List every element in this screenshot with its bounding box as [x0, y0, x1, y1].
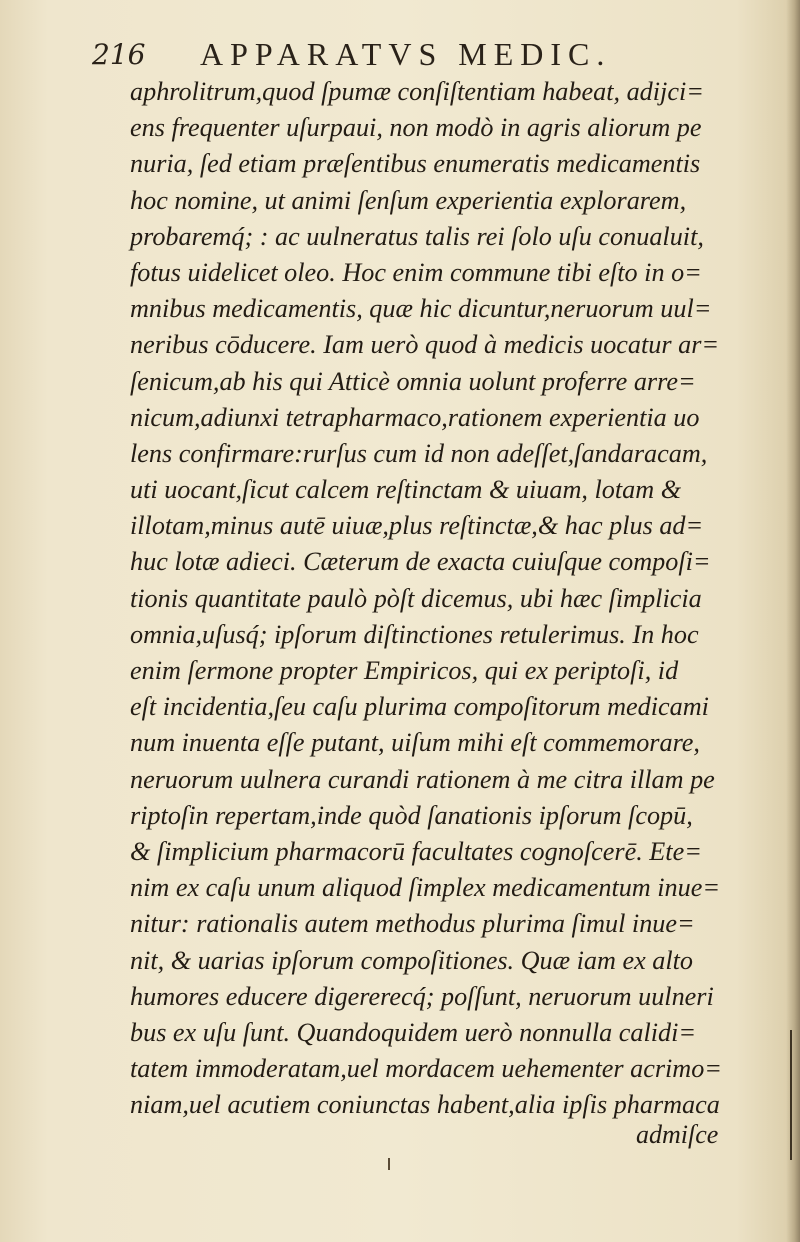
catchword: admiſce: [636, 1120, 719, 1149]
body-text: [130, 74, 720, 1123]
text-line: nim ex caſu unum aliquod ſimplex medicamentum inue=: [130, 873, 721, 903]
page-edge-shadow: [786, 0, 800, 1242]
text-line: probaremq́; : ac uulneratus talis rei ſolo uſu conualuit,: [130, 221, 704, 251]
text-line: bus ex uſu ſunt. Quandoquidem uerò nonnulla calidi=: [130, 1017, 697, 1047]
text-line: neruorum uulnera curandi rationem à me citra illam pe: [130, 764, 715, 794]
text-line: enim ſermone propter Empiricos, qui ex periptoſi, id: [130, 656, 679, 685]
page-header: [92, 30, 692, 80]
text-line: ens frequenter uſurpaui, non modò in agris aliorum pe: [130, 113, 702, 143]
text-line: nuria, ſed etiam præſentibus enumeratis medicamentis: [130, 149, 701, 179]
text-line: ſenicum,ab his qui Atticè omnia uolunt proferre arre=: [130, 366, 696, 396]
text-line: aphrolitrum,quod ſpumæ conſiſtentiam habeat, adijci=: [130, 77, 704, 106]
text-line: num inuenta eſſe putant, uiſum mihi eſt commemorare,: [130, 728, 700, 758]
text-line: lens confirmare:rurſus cum id non adeſſet,ſandaracam,: [130, 438, 708, 468]
text-line: tionis quantitate paulò pòſt dicemus, ubi hæc ſimplicia: [130, 583, 702, 613]
text-line: uti uocant,ſicut calcem reſtinctam & uiuam, lotam &: [130, 475, 682, 505]
text-line: humores educere digererecq́; poſſunt, neruorum uulneri: [130, 981, 714, 1011]
text-line: fotus uidelicet oleo. Hoc enim commune tibi eſto in o=: [130, 257, 702, 287]
text-line: eſt incidentia,ſeu caſu plurima compoſitorum medicami: [130, 692, 709, 722]
text-line: mnibus medicamentis, quæ hic dicuntur,neruorum uul=: [130, 294, 712, 324]
text-line: neribus cōducere. Iam uerò quod à medicis uocatur ar=: [130, 330, 720, 360]
text-line: illotam,minus autē uiuæ,plus reſtinctæ,& hac plus ad=: [130, 511, 704, 541]
page-number: 216: [92, 38, 146, 71]
running-head: APPARATVS MEDIC.: [200, 36, 612, 72]
text-line: nitur: rationalis autem methodus plurima ſimul inue=: [130, 909, 695, 939]
text-line: huc lotæ adieci. Cæterum de exacta cuiuſque compoſi=: [130, 547, 711, 577]
ink-speck: [388, 1158, 390, 1170]
text-line: omnia,uſusq́; ipſorum diſtinctiones retulerimus. In hoc: [130, 619, 699, 649]
text-line: hoc nomine, ut animi ſenſum experientia explorarem,: [130, 185, 687, 215]
text-line: tatem immoderatam,uel mordacem uehementer acrimo=: [130, 1054, 722, 1084]
text-line: & ſimplicium pharmacorū facultates cognoſcerē. Ete=: [130, 836, 702, 866]
binding-edge-mark: [790, 1030, 792, 1160]
text-line: riptoſin repertam,inde quòd ſanationis ipſorum ſcopū,: [130, 800, 693, 830]
text-line: nit, & uarias ipſorum compoſitiones. Quæ iam ex alto: [130, 945, 694, 975]
text-line: nicum,adiunxi tetrapharmaco,rationem experientia uo: [130, 402, 700, 432]
text-line: niam,uel acutiem coniunctas habent,alia ipſis pharmaca: [130, 1090, 720, 1120]
